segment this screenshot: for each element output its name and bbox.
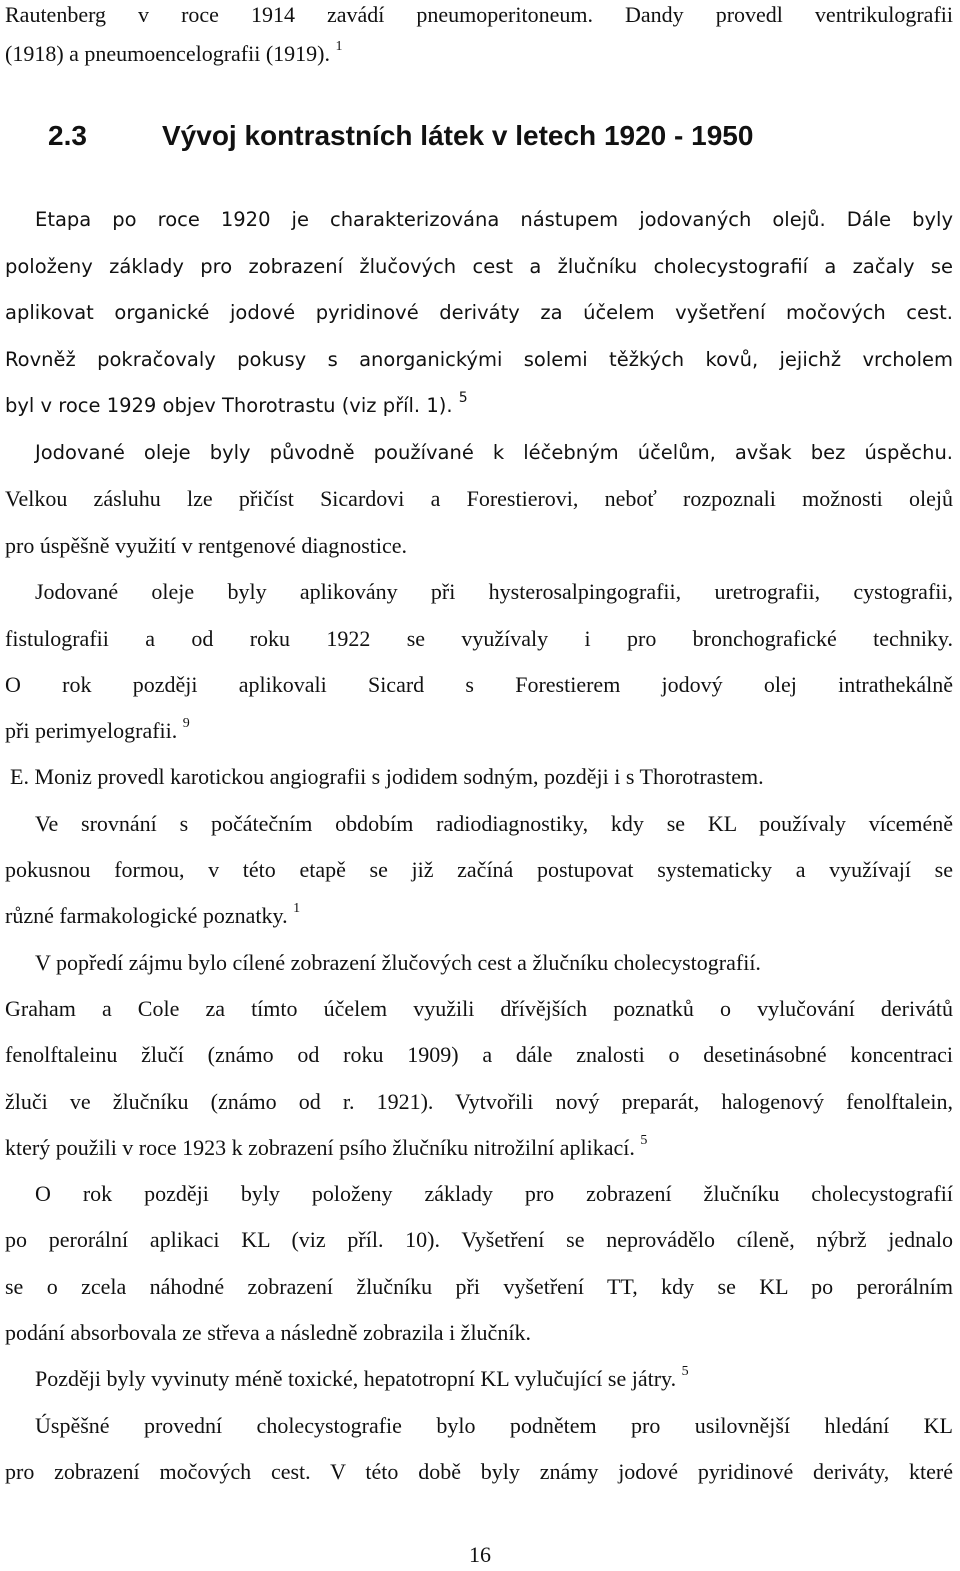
text-line: Jodované oleje byly původně používané k léčebným účelům, avšak bez úspěchu. (35, 441, 953, 464)
text-line: E. Moniz provedl karotickou angiografii s jodidem sodným, později i s Thorotrastem. (10, 764, 764, 789)
text-span: při perimyelografii. (5, 718, 178, 743)
text-line: pokusnou formou, v této etapě se již začíná postupovat systematicky a využívají se (5, 857, 953, 882)
page-number: 16 (469, 1542, 491, 1567)
text-span: byl v roce 1929 objev Thorotrastu (viz příl. 1). (5, 394, 453, 417)
text-line (5, 901, 953, 931)
text-line: fenolftaleinu žlučí (známo od roku 1909) a dále znalosti o desetinásobné koncentraci (5, 1042, 953, 1067)
text-line: pro zobrazení močových cest. V této době byly známy jodové pyridinové deriváty, které (5, 1459, 953, 1484)
footnote-ref: 5 (681, 1363, 689, 1379)
footnote-ref: 5 (640, 1132, 648, 1148)
text-line: podání absorbovala ze střeva a následně zobrazila i žlučník. (5, 1320, 531, 1345)
text-line: O rok později byly položeny základy pro zobrazení žlučníku cholecystografií (35, 1181, 953, 1206)
text-line (5, 39, 953, 69)
section-heading (48, 116, 753, 156)
text-line: Ve srovnání s počátečním obdobím radiodiagnostiky, kdy se KL používaly víceméně (35, 811, 953, 836)
text-line: Jodované oleje byly aplikovány při hysterosalpingografii, uretrografii, cystografii, (35, 579, 953, 604)
section-title: Vývoj kontrastních látek v letech 1920 - 1950 (162, 120, 754, 151)
text-line: po perorální aplikaci KL (viz příl. 10). Vyšetření se neprovádělo cíleně, nýbrž jednalo (5, 1227, 953, 1252)
section-number: 2.3 (48, 120, 87, 151)
text-line: Úspěšné provední cholecystografie bylo podnětem pro usilovnější hledání KL (35, 1413, 953, 1438)
text-line (35, 1364, 953, 1394)
text-line: se o zcela náhodné zobrazení žlučníku při vyšetření TT, kdy se KL po perorálním (5, 1274, 953, 1299)
text-line: Rovněž pokračovaly pokusy s anorganickými solemi těžkých kovů, jejichž vrcholem (5, 348, 953, 371)
footnote-ref: 9 (182, 715, 190, 731)
text-line: aplikovat organické jodové pyridinové deriváty za účelem vyšetření močových cest. (5, 301, 953, 324)
text-line (5, 391, 953, 421)
text-line: V popředí zájmu bylo cílené zobrazení žlučových cest a žlučníku cholecystografií. (35, 950, 761, 975)
text-line: žluči ve žlučníku (známo od r. 1921). Vytvořili nový preparát, halogenový fenolftalein, (5, 1089, 953, 1114)
text-span: Později byly vyvinuty méně toxické, hepatotropní KL vylučující se játry. (35, 1366, 677, 1391)
text-line: fistulografii a od roku 1922 se využívaly i pro bronchografické techniky. (5, 626, 953, 651)
text-line (5, 1133, 953, 1163)
footnote-ref: 1 (293, 900, 301, 916)
text-line: Velkou zásluhu lze přičíst Sicardovi a Forestierovi, neboť rozpoznali možnosti olejů (5, 486, 953, 511)
text-line: pro úspěšně využití v rentgenové diagnostice. (5, 533, 408, 558)
text-line: položeny základy pro zobrazení žlučových cest a žlučníku cholecystografií a začaly se (5, 255, 953, 278)
text-line: Graham a Cole za tímto účelem využili dřívějších poznatků o vylučování derivátů (5, 996, 953, 1021)
text-line: O rok později aplikovali Sicard s Forestierem jodový olej intrathekálně (5, 672, 953, 697)
footnote-ref: 1 (335, 38, 343, 54)
footnote-ref: 5 (458, 389, 468, 406)
text-span: který použili v roce 1923 k zobrazení psího žlučníku nitrožilní aplikací. (5, 1135, 635, 1160)
text-span: (1918) a pneumoencelografii (1919). (5, 41, 330, 66)
text-line: Etapa po roce 1920 je charakterizována nástupem jodovaných olejů. Dále byly (35, 208, 953, 231)
text-line: Rautenberg v roce 1914 zavádí pneumoperitoneum. Dandy provedl ventrikulografii (5, 2, 953, 27)
text-span: různé farmakologické poznatky. (5, 903, 288, 928)
text-line (5, 716, 953, 746)
